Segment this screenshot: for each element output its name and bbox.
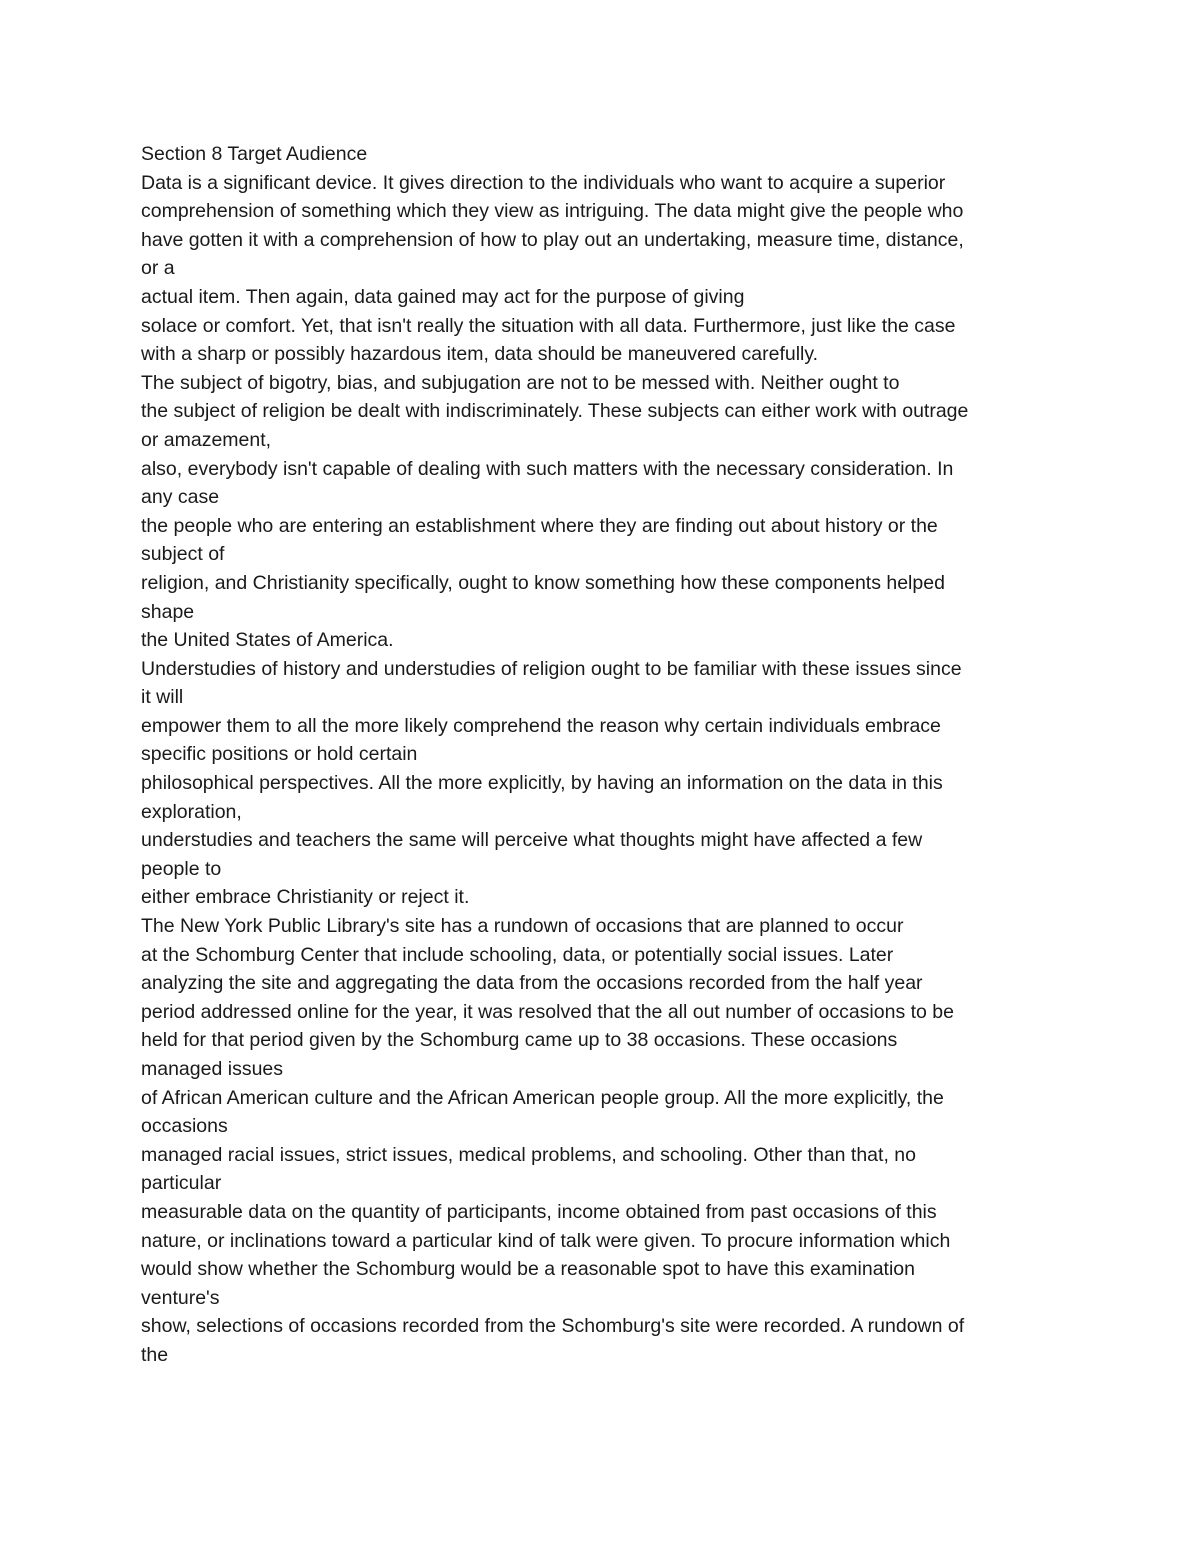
text-line: venture's [141, 1286, 220, 1309]
text-line: the subject of religion be dealt with indiscriminately. These subjects can either work with outrage [141, 400, 969, 423]
text-line: empower them to all the more likely comprehend the reason why certain individuals embrace [141, 714, 941, 737]
text-line: or a [141, 257, 175, 280]
text-line: with a sharp or possibly hazardous item, data should be maneuvered carefully. [141, 343, 819, 366]
text-line: either embrace Christianity or reject it. [141, 886, 470, 909]
text-line: The New York Public Library's site has a rundown of occasions that are planned to occur [141, 915, 904, 938]
text-line: The subject of bigotry, bias, and subjugation are not to be messed with. Neither ought to [141, 371, 900, 394]
text-line: held for that period given by the Schomburg came up to 38 occasions. These occasions [141, 1029, 898, 1052]
text-line: have gotten it with a comprehension of how to play out an undertaking, measure time, distance, [141, 228, 964, 251]
text-line: subject of [141, 543, 225, 566]
text-line: understudies and teachers the same will perceive what thoughts might have affected a few [141, 829, 923, 852]
text-line: particular [141, 1172, 222, 1195]
text-line: measurable data on the quantity of participants, income obtained from past occasions of this [141, 1200, 937, 1223]
text-line: nature, or inclinations toward a particular kind of talk were given. To procure information which [141, 1229, 951, 1252]
text-line: the people who are entering an establishment where they are finding out about history or the [141, 514, 938, 537]
text-line: any case [141, 486, 220, 509]
text-line: Understudies of history and understudies of religion ought to be familiar with these issues since [141, 657, 962, 680]
text-line: also, everybody isn't capable of dealing with such matters with the necessary consideration. In [141, 457, 954, 480]
text-line: religion, and Christianity specifically, ought to know something how these components helped [141, 571, 945, 594]
text-line: it will [141, 686, 184, 709]
text-line: shape [141, 600, 195, 623]
text-line: of African American culture and the African American people group. All the more explicitly, the [141, 1086, 944, 1109]
text-line: at the Schomburg Center that include schooling, data, or potentially social issues. Later [141, 943, 894, 966]
text-line: comprehension of something which they view as intriguing. The data might give the people who [141, 200, 964, 223]
text-line: people to [141, 857, 222, 880]
text-line: period addressed online for the year, it was resolved that the all out number of occasions to be [141, 1000, 954, 1023]
text-line: the United States of America. [141, 629, 394, 652]
text-line: would show whether the Schomburg would be a reasonable spot to have this examination [141, 1258, 915, 1281]
document-body [141, 140, 1071, 1370]
text-line: philosophical perspectives. All the more explicitly, by having an information on the data in this [141, 772, 943, 795]
text-line: exploration, [141, 800, 242, 823]
text-line: or amazement, [141, 428, 272, 451]
text-line: the [141, 1343, 169, 1366]
text-line: show, selections of occasions recorded from the Schomburg's site were recorded. A rundown of [141, 1315, 965, 1338]
text-line: managed issues [141, 1058, 284, 1080]
text-line: actual item. Then again, data gained may act for the purpose of giving [141, 285, 745, 308]
text-line: Data is a significant device. It gives direction to the individuals who want to acquire a superior [141, 171, 946, 194]
section-heading: Section 8 Target Audience [141, 143, 368, 165]
text-line: solace or comfort. Yet, that isn't really the situation with all data. Furthermore, just like the case [141, 314, 956, 337]
text-line: occasions [141, 1115, 228, 1138]
text-line: managed racial issues, strict issues, medical problems, and schooling. Other than that, no [141, 1143, 916, 1166]
text-line: analyzing the site and aggregating the data from the occasions recorded from the half year [141, 972, 923, 995]
text-line: specific positions or hold certain [141, 743, 418, 766]
